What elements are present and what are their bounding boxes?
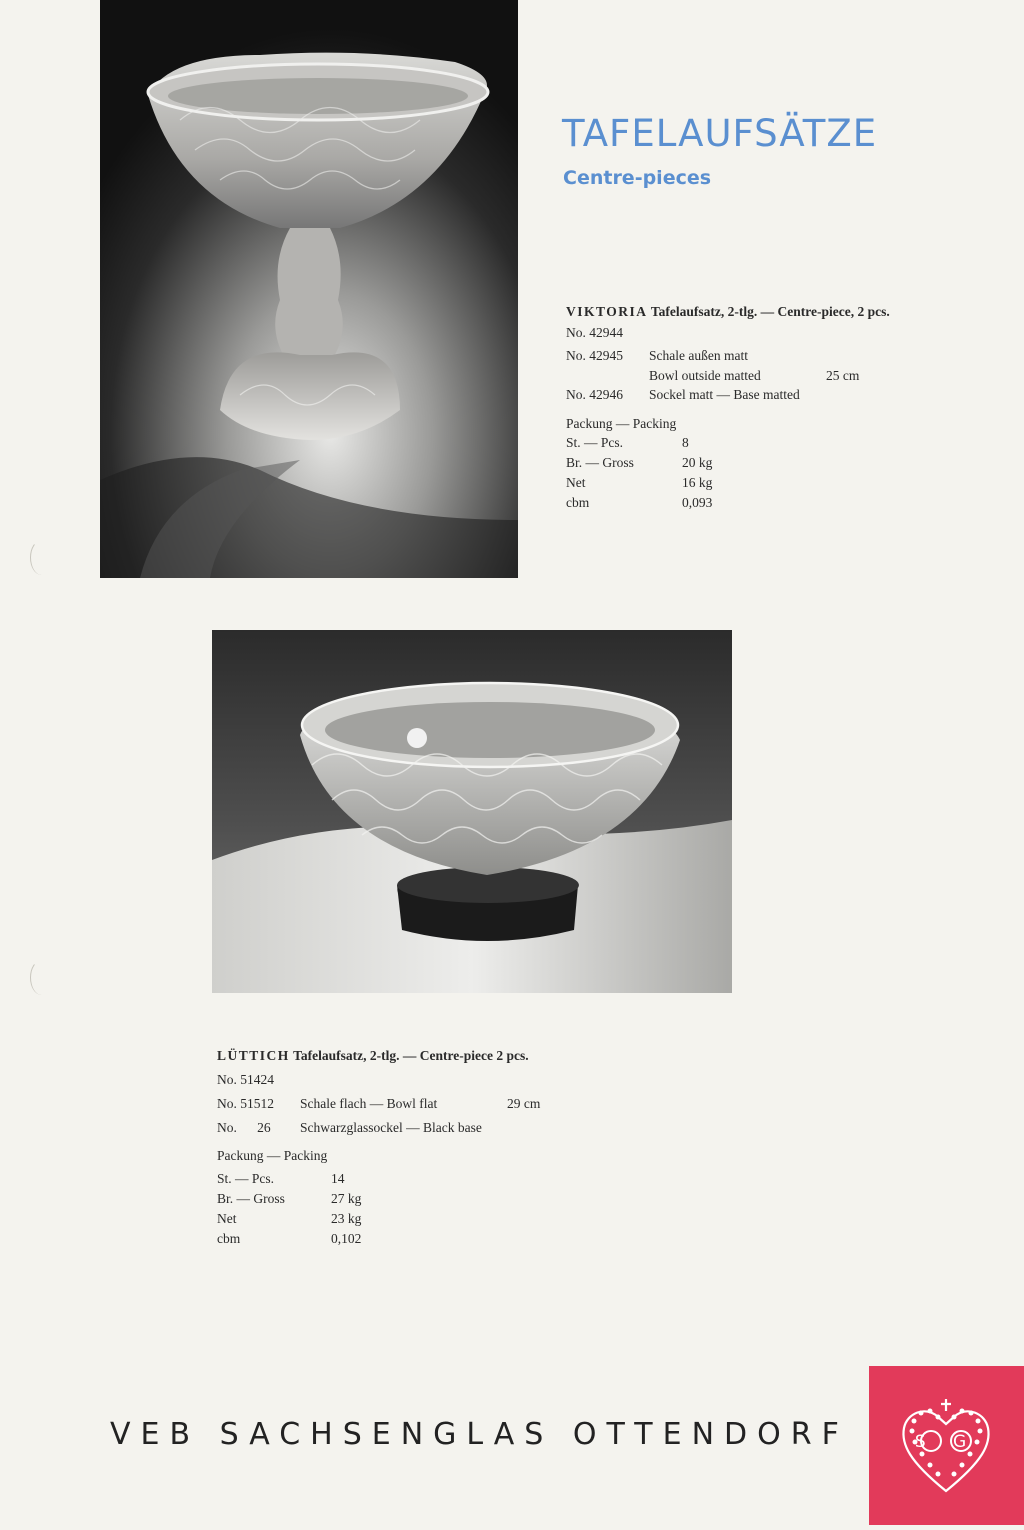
luettich-spec <box>217 1046 617 1256</box>
packing-label: cbm <box>217 1231 241 1246</box>
article-number: No. 42944 <box>566 325 623 340</box>
packing-value: 14 <box>331 1171 345 1186</box>
product-name: VIKTORIA <box>566 304 648 319</box>
punch-hole <box>30 960 53 995</box>
packing-label: Br. — Gross <box>217 1191 285 1206</box>
packing-value: 8 <box>682 435 689 450</box>
product-description: Tafelaufsatz, 2-tlg. — Centre-piece 2 pcs. <box>293 1048 529 1063</box>
viktoria-spec <box>566 302 956 522</box>
packing-value: 0,093 <box>682 495 713 510</box>
part-number: No. 42946 <box>566 387 623 402</box>
company-name: VEB SACHSENGLAS OTTENDORF <box>110 1417 849 1452</box>
product-description: Tafelaufsatz, 2-tlg. — Centre-piece, 2 pcs. <box>650 304 890 319</box>
luettich-photo <box>212 630 732 993</box>
packing-label: Br. — Gross <box>566 455 634 470</box>
part-number: No. 42945 <box>566 348 623 363</box>
part-description: Schale flach — Bowl flat <box>300 1096 438 1111</box>
company-logo <box>869 1366 1024 1525</box>
viktoria-photo <box>100 0 518 578</box>
part-description: Bowl outside matted <box>649 368 761 383</box>
packing-label: St. — Pcs. <box>217 1171 275 1186</box>
page-subtitle: Centre-pieces <box>563 167 712 189</box>
packing-label: St. — Pcs. <box>566 435 624 450</box>
page-title: TAFELAUFSÄTZE <box>562 112 878 155</box>
packing-value: 0,102 <box>331 1231 362 1246</box>
packing-label: Net <box>217 1211 237 1226</box>
part-size: 25 cm <box>826 368 860 383</box>
part-description: Sockel matt — Base matted <box>649 387 800 402</box>
packing-label: Net <box>566 475 586 490</box>
packing-value: 16 kg <box>682 475 713 490</box>
packing-heading: Packung — Packing <box>217 1148 328 1163</box>
heart-logo-icon <box>869 1366 1024 1525</box>
packing-value: 20 kg <box>682 455 713 470</box>
logo-letters: S G <box>914 1432 978 1452</box>
article-number: No. 51424 <box>217 1072 274 1087</box>
part-description: Schale außen matt <box>649 348 748 363</box>
part-description: Schwarzglassockel — Black base <box>300 1120 482 1135</box>
punch-hole <box>30 540 53 575</box>
product-name: LÜTTICH <box>217 1048 290 1063</box>
part-size: 29 cm <box>507 1096 541 1111</box>
packing-heading: Packung — Packing <box>566 416 677 431</box>
packing-value: 23 kg <box>331 1211 362 1226</box>
part-number: No. 26 <box>217 1120 271 1135</box>
packing-label: cbm <box>566 495 590 510</box>
packing-value: 27 kg <box>331 1191 362 1206</box>
part-number: No. 51512 <box>217 1096 274 1111</box>
